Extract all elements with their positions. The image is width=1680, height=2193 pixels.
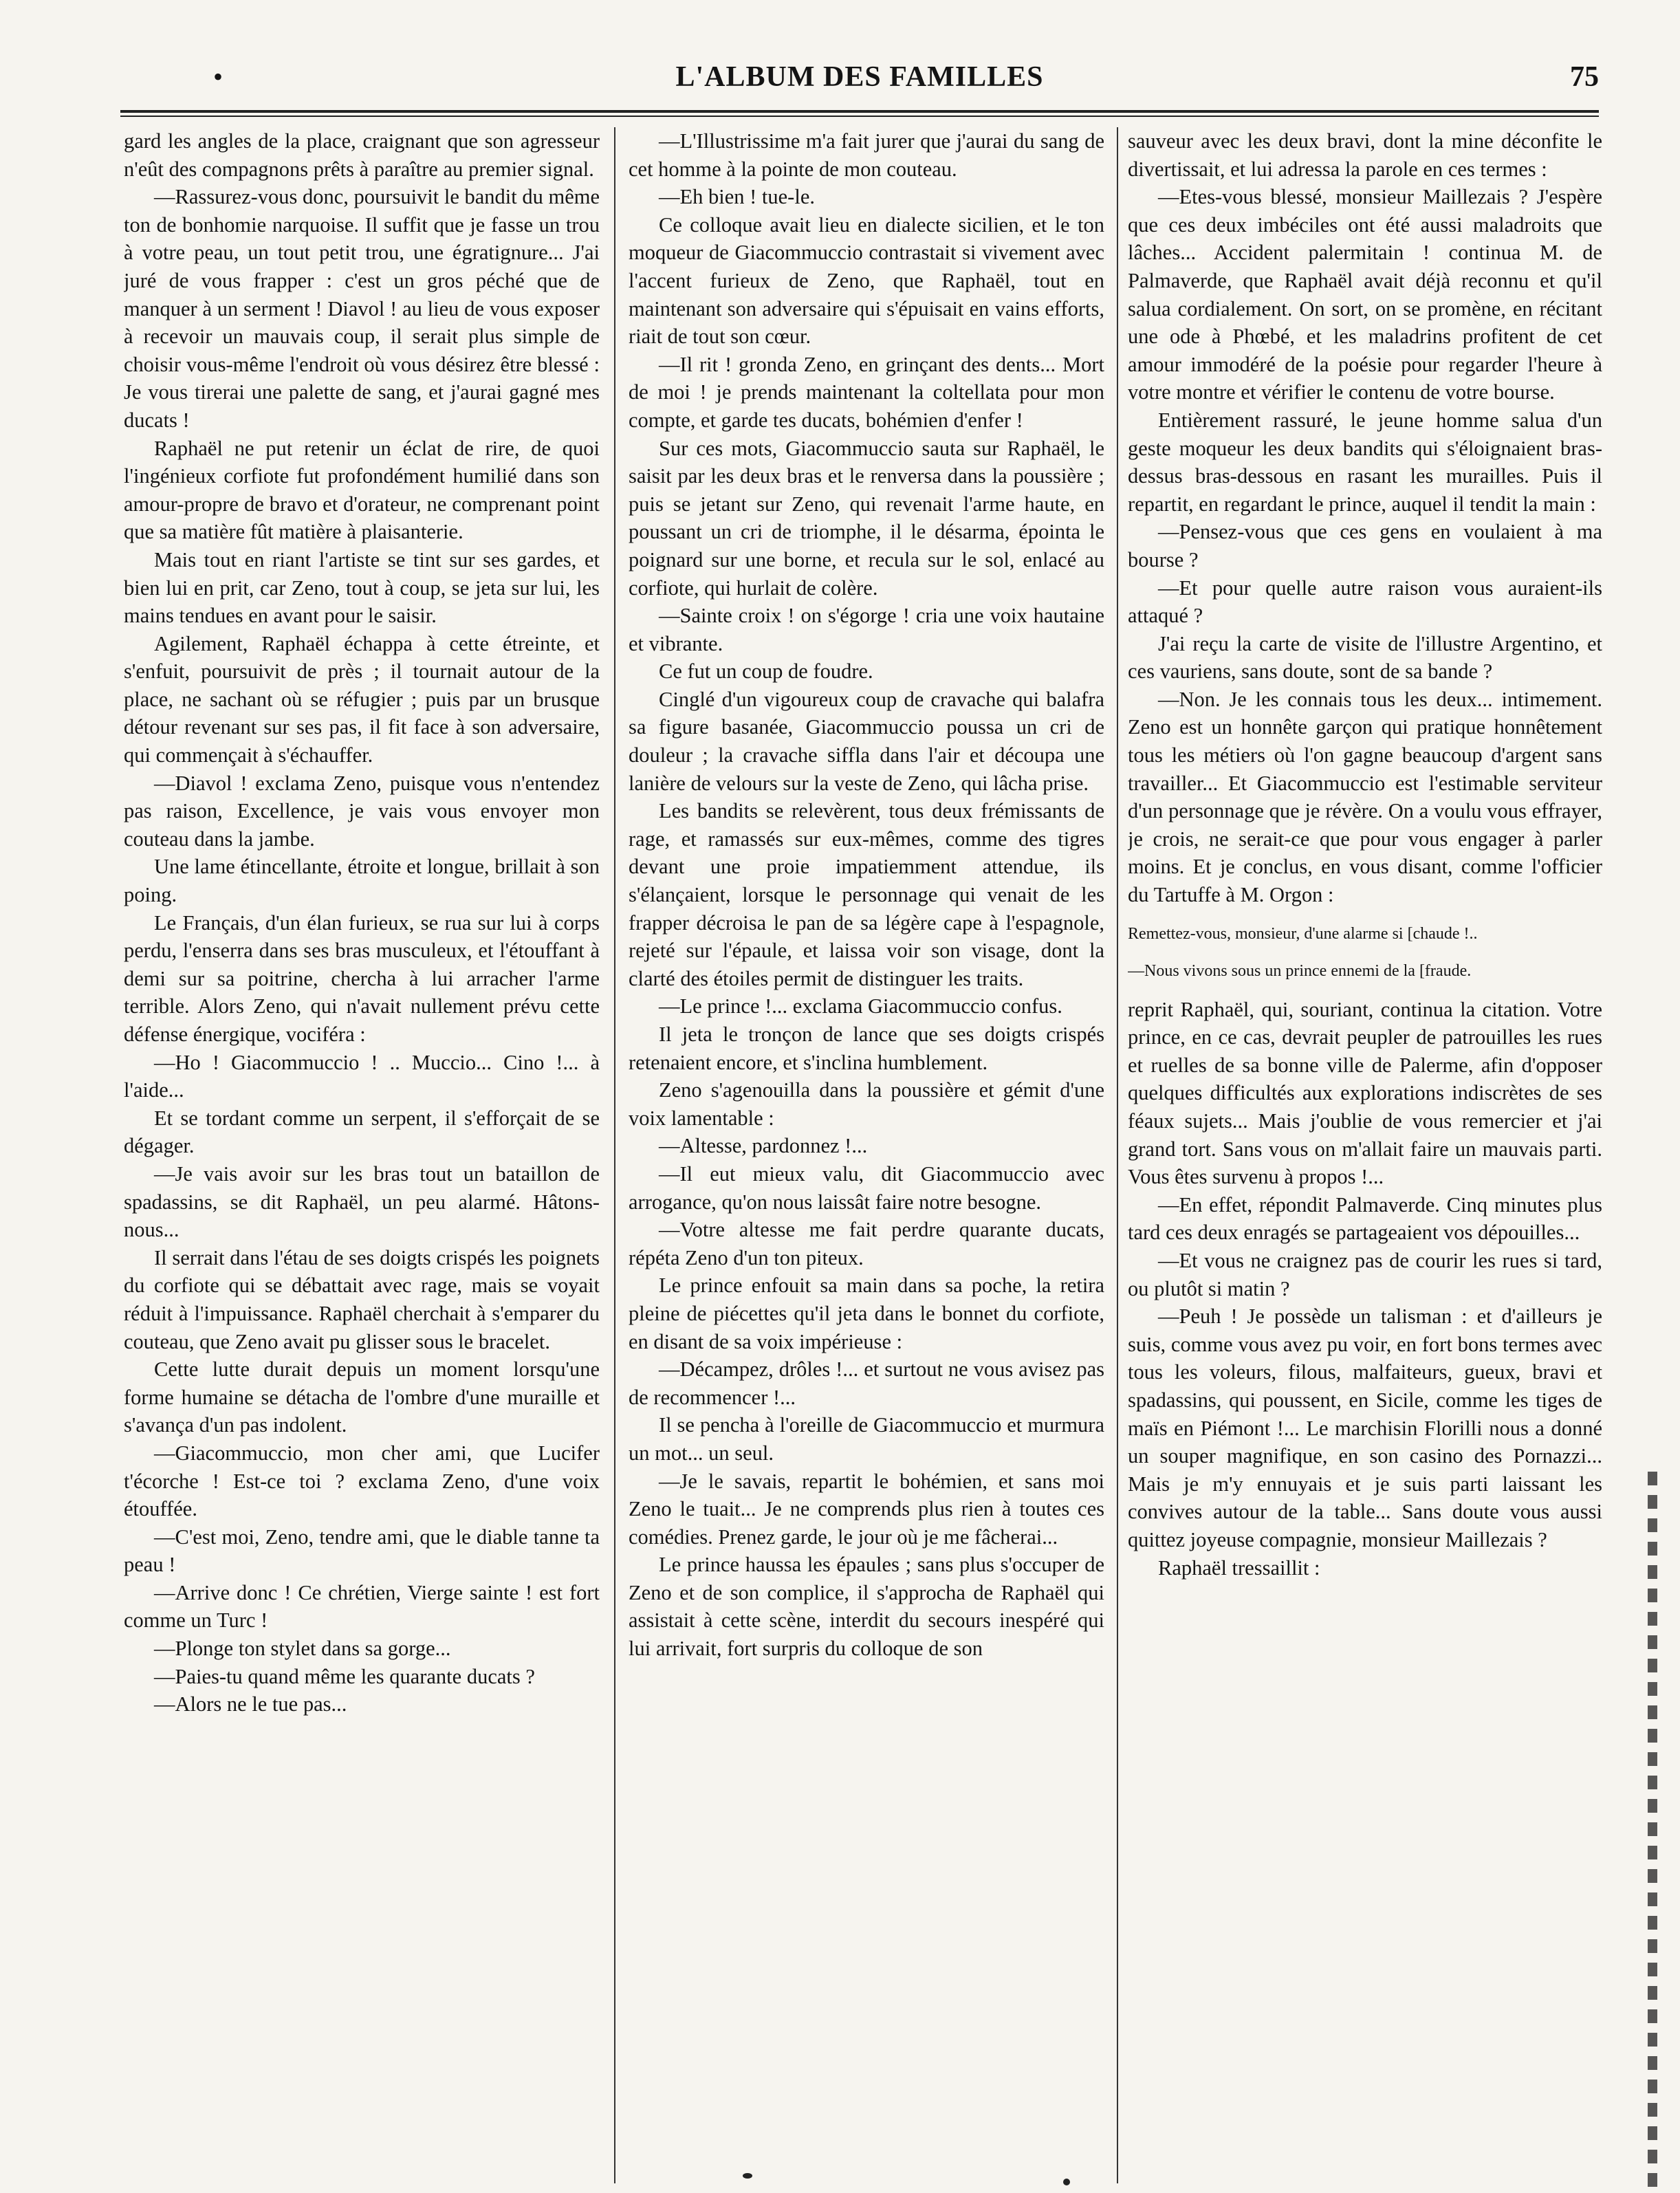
paragraph: —Il rit ! gronda Zeno, en grinçant des dents... Mort de moi ! je prends maintenant la coltellata pour mon compte, et garde tes ducats, bohémien d'enfer ! xyxy=(629,352,1104,432)
paragraph: gard les angles de la place, craignant que son agresseur n'eût des compagnons prêts à paraître au premier signal. xyxy=(124,129,600,181)
paragraph: Entièrement rassuré, le jeune homme salua d'un geste moqueur les deux bandits qui s'éloignaient bras-dessus bras-dessous en rasant les murailles. Puis il repartit, en regardant le prince, auquel il tendit la main : xyxy=(1128,408,1602,516)
paragraph: Sur ces mots, Giacommuccio sauta sur Raphaël, le saisit par les deux bras et le renversa dans la poussière ; puis se jetant sur Zeno, qui revenait l'arme haute, en poussant un cri de triomphe, il le désarma, épointa le poignard sur une borne, et recula sur le sol, enlacé au corfiote, qui hurlait de colère. xyxy=(629,436,1104,600)
paragraph: —Votre altesse me fait perdre quarante ducats, répéta Zeno d'un ton piteux. xyxy=(629,1218,1104,1269)
paragraph: —Je vais avoir sur les bras tout un bataillon de spadassins, se dit Raphaël, un peu alarmé. Hâtons-nous... xyxy=(124,1161,600,1242)
paragraph: J'ai reçu la carte de visite de l'illustre Argentino, et ces vauriens, sans doute, sont de sa bande ? xyxy=(1128,631,1602,684)
paragraph: Ce fut un coup de foudre. xyxy=(659,659,873,684)
text-column-2 xyxy=(629,127,1104,2163)
paragraph: Ce colloque avait lieu en dialecte sicilien, et le ton moqueur de Giacommuccio contrastait si vivement avec l'accent furieux de Zeno, que Raphaël, tout en maintenant son adversaire qui s'épuisait en vains efforts, riait de tout son cœur. xyxy=(629,212,1104,349)
paragraph: —Giacommuccio, mon cher ami, que Lucifer t'écorche ! Est-ce toi ? exclama Zeno, d'une voix étouffée. xyxy=(124,1441,600,1521)
paragraph: —L'Illustrissime m'a fait jurer que j'aurai du sang de cet homme à la pointe de mon couteau. xyxy=(629,129,1104,181)
paragraph: Mais tout en riant l'artiste se tint sur ses gardes, et bien lui en prit, car Zeno, tout à coup, se jeta sur lui, les mains tendues en avant pour le saisir. xyxy=(124,547,600,628)
paragraph: Il se pencha à l'oreille de Giacommuccio et murmura un mot... un seul. xyxy=(629,1413,1104,1465)
paragraph: —Arrive donc ! Ce chrétien, Vierge sainte ! est fort comme un Turc ! xyxy=(124,1580,600,1633)
paragraph: Une lame étincellante, étroite et longue, brillait à son poing. xyxy=(124,855,600,907)
margin-mark xyxy=(1648,1472,1657,2187)
paragraph: Le Français, d'un élan furieux, se rua sur lui à corps perdu, l'enserra dans ses bras musculeux, et l'étouffant à demi sur sa poitrine, chercha à lui arracher l'arme terrible. Alors Zeno, qui n'avait nullement prévu cette défense énergique, vociféra : xyxy=(124,910,600,1046)
paragraph: Agilement, Raphaël échappa à cette étreinte, et s'enfuit, poursuivit de près ; il tournait autour de la place, ne sachant où se réfugier ; puis par un brusque détour revenant sur ses pas, il fit face à son adversaire, qui commençait à s'échauffer. xyxy=(124,631,600,767)
column-divider-2 xyxy=(1117,127,1118,2183)
paragraph: —Non. Je les connais tous les deux... intimement. Zeno est un honnête garçon qui pratique honnêtement tous les métiers où l'on gagne beaucoup d'argent sans travailler... Et Giacommuccio est l'estimable serviteur d'un personnage que je révère. On a voulu vous effrayer, je crois, ne serait-ce que pour vous engager à parler moins. Et je conclus, en vous disant, comme l'officier du Tartuffe à M. Orgon : xyxy=(1128,687,1602,907)
paragraph: —Altesse, pardonnez !... xyxy=(659,1134,868,1158)
paragraph: —Il eut mieux valu, dit Giacommuccio avec arrogance, qu'on nous laissât faire notre besogne. xyxy=(629,1161,1104,1214)
paragraph: —Etes-vous blessé, monsieur Maillezais ? J'espère que ces deux imbéciles ont été aussi maladroits que lâches... Accident palermitain ! continua M. de Palmaverde, que Raphaël avait déjà reconnu et qu'il salua cordialement. On sort, on se promène, en récitant une ode à Phœbé, et les maladrins profitent de cet amour immodéré de la poésie pour regarder l'heure à votre montre et vérifier le contenu de votre bourse. xyxy=(1128,185,1602,404)
paragraph: —Diavol ! exclama Zeno, puisque vous n'entendez pas raison, Excellence, je vais vous envoyer mon couteau dans la jambe. xyxy=(124,771,600,851)
column-divider-1 xyxy=(614,127,615,2183)
paragraph: Raphaël tressaillit : xyxy=(1158,1556,1320,1580)
paragraph: —Alors ne le tue pas... xyxy=(154,1692,347,1716)
paragraph: —Pensez-vous que ces gens en voulaient à ma bourse ? xyxy=(1128,520,1602,571)
paragraph: —En effet, répondit Palmaverde. Cinq minutes plus tard ces deux enragés se partageaient vos dépouilles... xyxy=(1128,1192,1602,1245)
page-header xyxy=(120,61,1599,116)
paragraph: Il jeta le tronçon de lance que ses doigts crispés retenaient encore, et s'inclina humblement. xyxy=(629,1023,1104,1074)
paragraph: —C'est moi, Zeno, tendre ami, que le diable tanne ta peau ! xyxy=(124,1525,600,1577)
paragraph: Cette lutte durait depuis un moment lorsqu'une forme humaine se détacha de l'ombre d'une muraille et s'avança d'un pas indolent. xyxy=(124,1357,600,1437)
paragraph: Cinglé d'un vigoureux coup de cravache qui balafra sa figure basanée, Giacommuccio poussa un cri de douleur ; la cravache siffla dans l'air et découpa une lanière de velours sur la veste de Zeno, qui lâcha prise. xyxy=(629,687,1104,795)
paragraph: —Plonge ton stylet dans sa gorge... xyxy=(154,1637,451,1661)
running-title: L'ALBUM DES FAMILLES xyxy=(675,61,1044,93)
page-number: 75 xyxy=(1570,61,1599,93)
header-rule-thick xyxy=(120,110,1599,113)
verse-line: —Nous vivons sous un prince ennemi de la [fraude. xyxy=(1128,961,1472,980)
verse-line: Remettez-vous, monsieur, d'une alarme si [chaude !.. xyxy=(1128,924,1478,943)
paragraph: Il serrait dans l'étau de ses doigts crispés les poignets du corfiote qui se débattait avec rage, mais se voyait réduit à l'impuissance. Raphaël cherchait à s'emparer du couteau, que Zeno avait pu glisser sous le bracelet. xyxy=(124,1245,600,1353)
ink-speck xyxy=(1063,2179,1070,2185)
text-column-3 xyxy=(1128,127,1602,2163)
paragraph: —Le prince !... exclama Giacommuccio confus. xyxy=(659,994,1062,1018)
paragraph: —Décampez, drôles !... et surtout ne vous avisez pas de recommencer !... xyxy=(629,1357,1104,1409)
paragraph: Le prince haussa les épaules ; sans plus s'occuper de Zeno et de son complice, il s'approcha de Raphaël qui assistait à cette scène, interdit du secours inespéré qui lui arrivait, fort surpris du colloque de son xyxy=(629,1553,1104,1661)
ink-speck xyxy=(743,2173,752,2179)
paragraph: Raphaël ne put retenir un éclat de rire, de quoi l'ingénieux corfiote fut profondément humilié dans son amour-propre de bravo et d'orateur, ne comprenant point que sa matière fût matière à plaisanterie. xyxy=(124,436,600,544)
paragraph: —Ho ! Giacommuccio ! .. Muccio... Cino !... à l'aide... xyxy=(124,1050,600,1102)
paragraph: —Et vous ne craignez pas de courir les rues si tard, ou plutôt si matin ? xyxy=(1128,1248,1602,1300)
paragraph: reprit Raphaël, qui, souriant, continua la citation. Votre prince, en ce cas, devrait peupler de patrouilles les rues et ruelles de sa bonne ville de Palerme, afin d'opposer quelques difficultés aux explorations indiscrètes de ses féaux sujets... Mais j'oublie de vous remercier et j'ai grand tort. Sans vous on m'allait faire un mauvais parti. Vous êtes survenu à propos !... xyxy=(1128,997,1602,1189)
paragraph: —Paies-tu quand même les quarante ducats ? xyxy=(154,1664,535,1688)
paragraph: Et se tordant comme un serpent, il s'efforçait de se dégager. xyxy=(124,1106,600,1158)
header-rule-thin xyxy=(120,116,1599,117)
paragraph: —Et pour quelle autre raison vous auraient-ils attaqué ? xyxy=(1128,576,1602,628)
paragraph: Le prince enfouit sa main dans sa poche, la retira pleine de piécettes qu'il jeta dans le bonnet du corfiote, en disant de sa voix impérieuse : xyxy=(629,1274,1104,1353)
paragraph: Les bandits se relevèrent, tous deux frémissants de rage, et ramassés sur eux-mêmes, comme des tigres devant une proie impatiemment attendue, ils s'élançaient, lorsque le personnage qui venait de les frapper décroisa le pan de sa légère cape à l'espagnole, rejeté sur l'épaule, et laissa voir son visage, dont la clarté des étoiles permit de distinguer les traits. xyxy=(629,799,1104,990)
paragraph: —Sainte croix ! on s'égorge ! cria une voix hautaine et vibrante. xyxy=(629,604,1104,655)
paragraph: —Rassurez-vous donc, poursuivit le bandit du même ton de bonhomie narquoise. Il suffit que je fasse un trou à votre peau, un tout petit trou, une égratignure... J'ai juré de vous frapper : c'est un gros péché que de manquer à un serment ! Diavol ! au lieu de vous exposer à recevoir un mauvais coup, il serait plus simple de choisir vous-même l'endroit où vous désirez être blessé : Je vous tirerai une palette de sang, et j'aurai gagné mes ducats ! xyxy=(124,185,600,432)
header-mark: • xyxy=(213,61,223,92)
paragraph: —Je le savais, repartit le bohémien, et sans moi Zeno le tuait... Je ne comprends plus rien à toutes ces comédies. Prenez garde, le jour où je me fâcherai... xyxy=(629,1469,1104,1549)
paragraph: Zeno s'agenouilla dans la poussière et gémit d'une voix lamentable : xyxy=(629,1078,1104,1130)
paragraph: —Eh bien ! tue-le. xyxy=(659,185,815,209)
paragraph: sauveur avec les deux bravi, dont la mine déconfite le divertissait, et lui adressa la parole en ces termes : xyxy=(1128,129,1602,181)
text-column-1 xyxy=(124,127,600,2163)
paragraph: —Peuh ! Je possède un talisman : et d'ailleurs je suis, comme vous avez pu voir, en fort bons termes avec tous les voleurs, filous, malfaiteurs, gueux, bravi et spadassins, qui poussent, en Sicile, comme les tiges de maïs en Piémont !... Le marchisin Florilli nous a donné un souper magnifique, en son casino des Pornazzi... Mais je m'y ennuyais et je suis parti laissant les convives autour de la table... Sans doute vous aussi quittez joyeuse compagnie, monsieur Maillezais ? xyxy=(1128,1305,1602,1551)
